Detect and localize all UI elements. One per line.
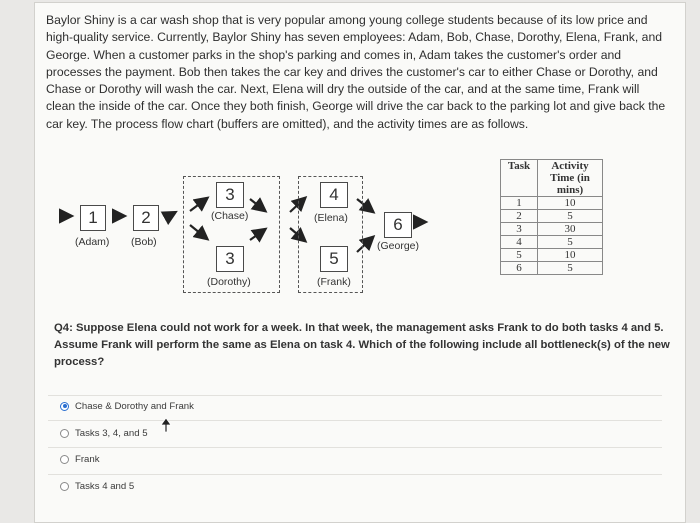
table-row <box>501 236 603 249</box>
task-3-chase-box: 3 <box>216 182 244 208</box>
task-5-worker: (Frank) <box>317 276 351 288</box>
task-cell: 5 <box>501 249 538 262</box>
option-label: Frank <box>75 454 100 465</box>
table-row <box>501 223 603 236</box>
task-1-worker: (Adam) <box>75 236 110 248</box>
task-4-worker: (Elena) <box>314 212 348 224</box>
time-cell: 5 <box>538 236 603 249</box>
time-cell: 30 <box>538 223 603 236</box>
option-label: Chase & Dorothy and Frank <box>75 401 194 412</box>
task-4-box: 4 <box>320 182 348 208</box>
radio-icon[interactable] <box>60 455 69 464</box>
divider <box>48 420 662 421</box>
task-3-chase-worker: (Chase) <box>211 210 249 222</box>
task-cell: 3 <box>501 223 538 236</box>
table-row <box>501 210 603 223</box>
option-tasks-4-5[interactable] <box>60 481 134 492</box>
table-header-row <box>501 160 603 197</box>
problem-description: Baylor Shiny is a car wash shop that is very popular among young college students because of its low price and high-quality service. Currently, Baylor Shiny has seven employees: Adam, Bob, Chase, Dorothy, Elena, Frank, and George. When a customer parks in the shop's parking and comes in, Adam takes the customer's order and processes the payment. Bob then takes the car key and drives the customer's car to either Chase or Dorothy, and Chase or Dorothy will wash the car. Next, Elena will dry the outside of the car, and at the same time, Frank will clean the inside of the car. Once they both finish, George will drive the car back to the parking lot and give back the car key. The process flow chart (buffers are omitted), and the activity times are as follows. <box>46 13 666 131</box>
task-5-box: 5 <box>320 246 348 272</box>
task-1-box: 1 <box>80 205 106 231</box>
task-cell: 4 <box>501 236 538 249</box>
table-row <box>501 262 603 275</box>
option-frank[interactable] <box>60 454 100 465</box>
divider <box>48 395 662 396</box>
task-6-worker: (George) <box>377 240 420 252</box>
table-row <box>501 249 603 262</box>
radio-selected-icon[interactable] <box>60 402 69 411</box>
divider <box>48 447 662 448</box>
task-cell: 6 <box>501 262 538 275</box>
task-column-header: Task <box>501 160 538 197</box>
task-2-worker: (Bob) <box>131 236 157 248</box>
activity-time-table <box>500 159 603 275</box>
task-3-dorothy-worker: (Dorothy) <box>207 276 251 288</box>
activity-time-column-header: Activity Time (in mins) <box>538 160 603 197</box>
radio-icon[interactable] <box>60 429 69 438</box>
divider <box>48 474 662 475</box>
option-label: Tasks 4 and 5 <box>75 481 135 492</box>
option-tasks-3-4-5[interactable] <box>60 428 148 439</box>
time-cell: 5 <box>538 262 603 275</box>
task-6-box: 6 <box>384 212 412 238</box>
task-cell: 1 <box>501 197 538 210</box>
task-cell: 2 <box>501 210 538 223</box>
radio-icon[interactable] <box>60 482 69 491</box>
mouse-cursor-icon <box>160 417 172 433</box>
question-text: Q4: Suppose Elena could not work for a week. In that week, the management asks Frank to do both tasks 4 and 5. Assume Frank will perform the same as Elena on task 4. Which of the following include all bottleneck(s) of the new process? <box>54 322 670 368</box>
task-3-dorothy-box: 3 <box>216 246 244 272</box>
task-2-box: 2 <box>133 205 159 231</box>
option-label: Tasks 3, 4, and 5 <box>75 428 148 439</box>
time-cell: 10 <box>538 197 603 210</box>
table-row <box>501 197 603 210</box>
time-cell: 10 <box>538 249 603 262</box>
time-cell: 5 <box>538 210 603 223</box>
option-chase-dorothy-frank[interactable] <box>60 401 194 412</box>
